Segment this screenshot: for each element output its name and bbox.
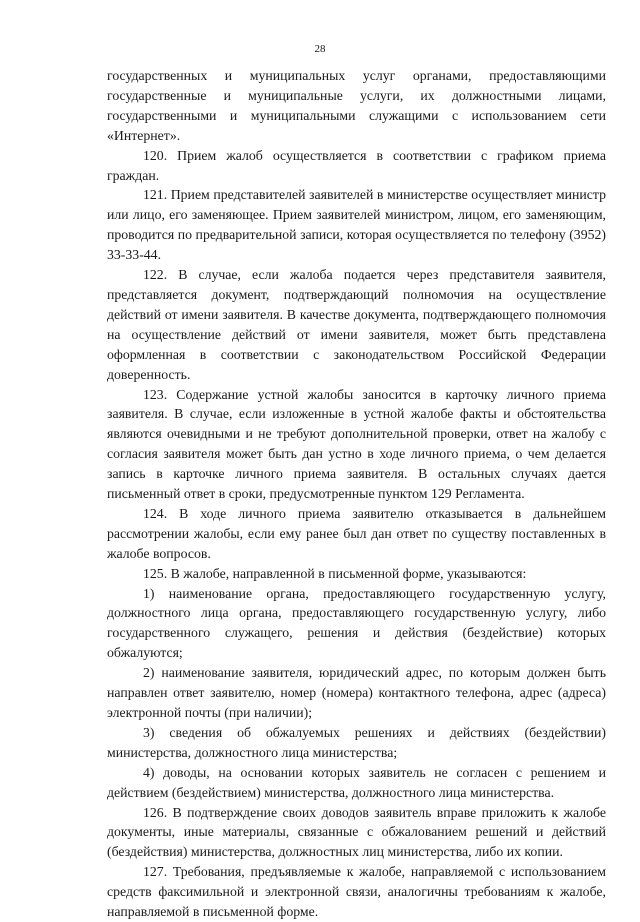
list-item-1: 1) наименование органа, предоставляющего государственную услугу, должностного лица органа, предоставляющего государственную услугу, либо государственного служащего, решения и действия (бездействие) которых обжалуются;	[107, 585, 606, 661]
list-item-2: 2) наименование заявителя, юридический адрес, по которым должен быть направлен ответ заявителю, номер (номера) контактного телефона, адрес (адреса) электронной почты (при наличии);	[107, 665, 606, 720]
paragraph-continuation: государственных и муниципальных услуг органами, предоставляющими государственные и муниципальные услуги, их должностными лицами, государственными и муниципальными служащими с использованием сети «Интернет».	[107, 68, 606, 143]
document-body	[107, 66, 606, 922]
list-item-3: 3) сведения об обжалуемых решениях и действиях (бездействии) министерства, должностного лица министерства;	[107, 724, 606, 760]
list-item-4: 4) доводы, на основании которых заявитель не согласен с решением и действием (бездействием) министерства, должностного лица министерства.	[107, 764, 606, 800]
paragraph-123: 123. Содержание устной жалобы заносится в карточку личного приема заявителя. В случае, если изложенные в устной жалобе факты и обстоятельства являются очевидными и не требуют дополнительной проверки, ответ на жалобу с согласия заявителя может быть дан устно в ходе личного приема, о чем делается запись в карточке личного приема заявителя. В остальных случаях дается письменный ответ в сроки, предусмотренные пунктом 129 Регламента.	[107, 386, 606, 502]
paragraph-126: 126. В подтверждение своих доводов заявитель вправе приложить к жалобе документы, иные материалы, связанные с обжалованием решений и действий (бездействия) министерства, должностных лиц министерства, либо их копии.	[107, 804, 606, 860]
paragraph-127: 127. Требования, предъявляемые к жалобе, направляемой с использованием средств факсимильной и электронной связи, аналогичны требованиям к жалобе, направляемой в письменной форме.	[107, 864, 606, 920]
paragraph-124: 124. В ходе личного приема заявителю отказывается в дальнейшем рассмотрении жалобы, если ему ранее был дан ответ по существу поставленных в жалобе вопросов.	[107, 505, 606, 561]
paragraph-120: 120. Прием жалоб осуществляется в соответствии с графиком приема граждан.	[107, 147, 606, 183]
page-number: 28	[314, 43, 326, 55]
paragraph-121: 121. Прием представителей заявителей в министерстве осуществляет министр или лицо, его заменяющее. Прием заявителей министром, лицом, его заменяющим, проводится по предварительной записи, которая осуществляется по телефону (3952) 33-33-44.	[107, 187, 606, 263]
paragraph-122: 122. В случае, если жалоба подается через представителя заявителя, представляется документ, подтверждающий полномочия на осуществление действий от имени заявителя. В качестве документа, подтверждающего полномочия на осуществление действий от имени заявителя, может быть представлена оформленная в соответствии с законодательством Российской Федерации доверенность.	[107, 267, 606, 382]
paragraph-125: 125. В жалобе, направленной в письменной форме, указываются:	[143, 565, 527, 581]
